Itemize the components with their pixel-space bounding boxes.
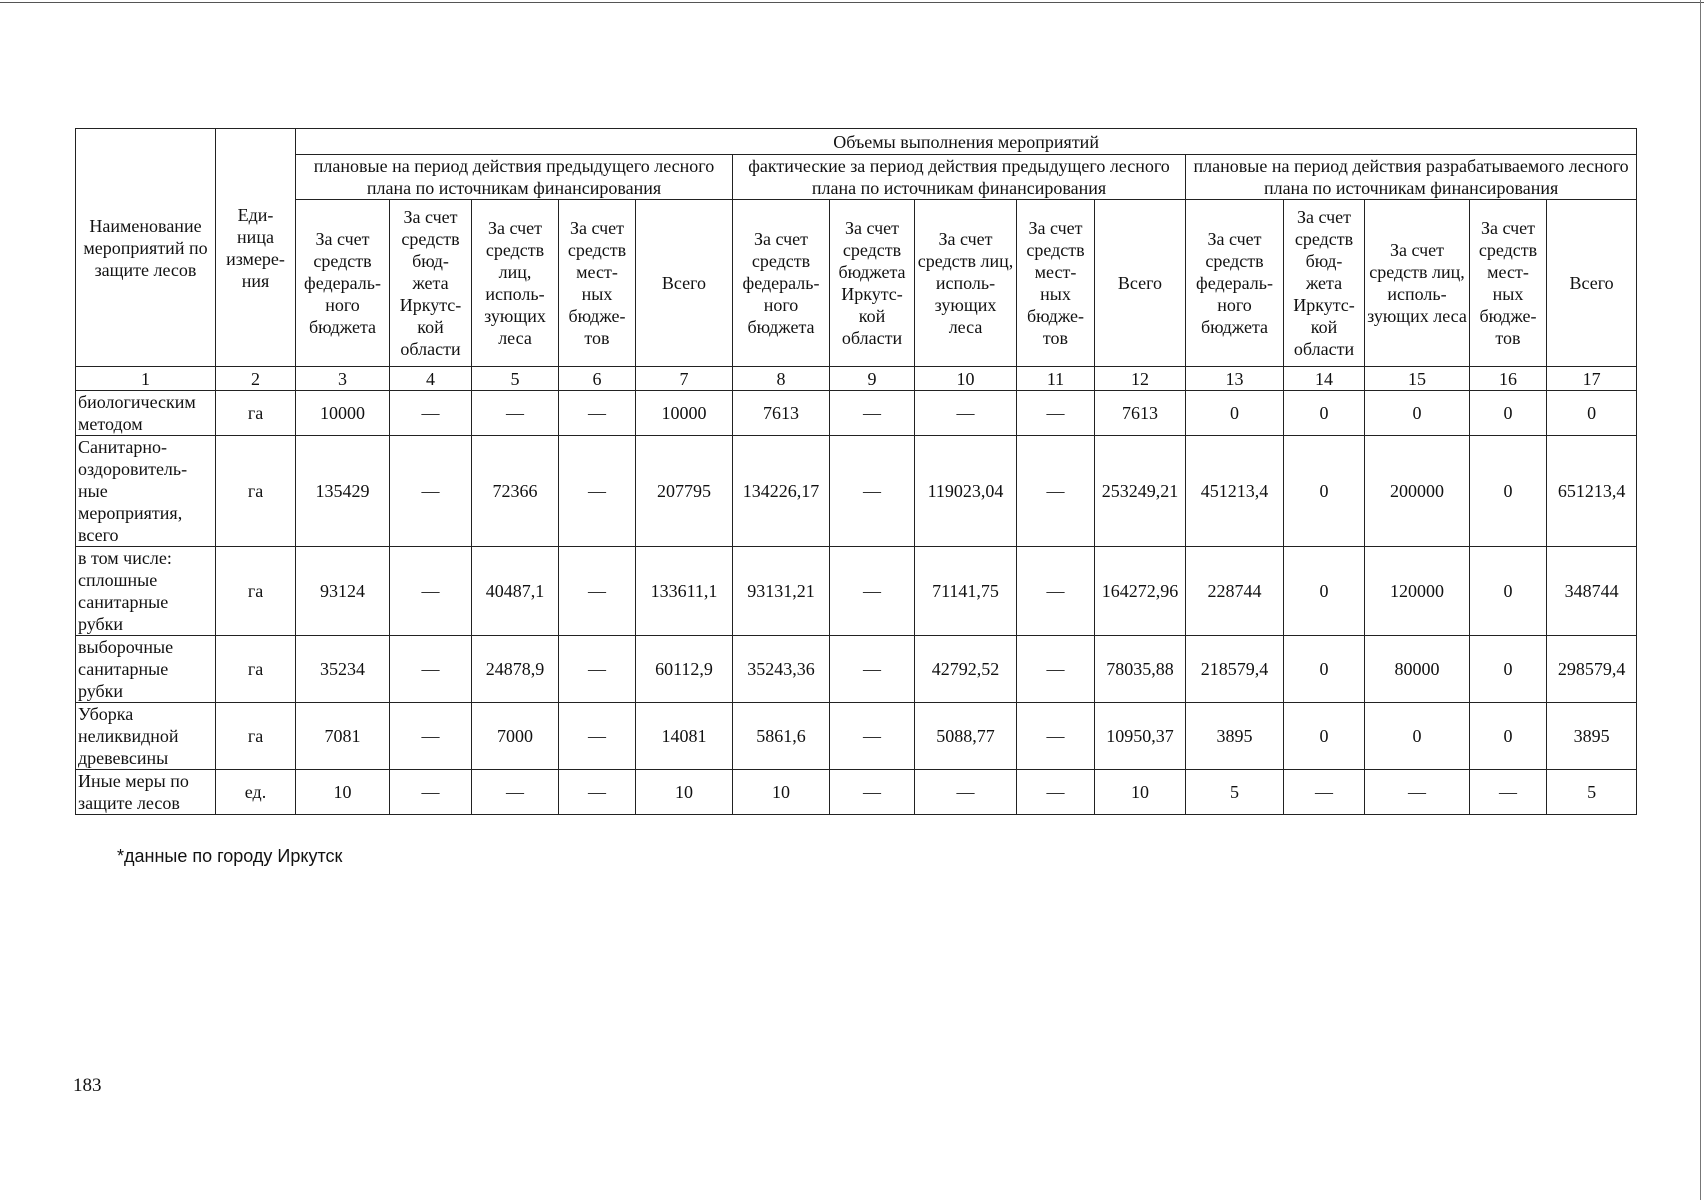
table-cell: — (559, 436, 636, 547)
subheader-prev-fact-4: За счет средств мест- ных бюдже- тов (1017, 200, 1095, 367)
header-group-new-plan: плановые на период действия разрабатываемого лесного плана по источникам финансирования (1186, 155, 1637, 200)
column-number: 11 (1017, 367, 1095, 391)
table-cell: 78035,88 (1095, 636, 1186, 703)
table-cell: 14081 (636, 703, 733, 770)
subheader-new-plan-2: За счет средств бюд- жета Иркутс- кой области (1284, 200, 1365, 367)
column-number: 1 (76, 367, 216, 391)
column-number: 14 (1284, 367, 1365, 391)
table-cell: 10000 (296, 391, 390, 436)
subheader-prev-fact-3: За счет средств лиц, исполь- зующих леса (915, 200, 1017, 367)
table-row (76, 636, 1637, 703)
table-cell: 93124 (296, 547, 390, 636)
table-cell: 119023,04 (915, 436, 1017, 547)
subheader-new-plan-5: Всего (1547, 200, 1637, 367)
table-cell: 7613 (733, 391, 830, 436)
table-cell: 72366 (472, 436, 559, 547)
table-cell: 0 (1284, 436, 1365, 547)
table-cell: — (390, 636, 472, 703)
table-cell: 0 (1284, 703, 1365, 770)
row-name: Санитарно- оздоровитель- ные мероприятия, всего (76, 436, 216, 547)
table-cell: 218579,4 (1186, 636, 1284, 703)
table-cell: 0 (1186, 391, 1284, 436)
table-cell: — (830, 391, 915, 436)
table-cell: — (1017, 636, 1095, 703)
table-cell: 10 (296, 770, 390, 815)
table-cell: — (472, 391, 559, 436)
table-cell: 5 (1547, 770, 1637, 815)
column-number: 4 (390, 367, 472, 391)
row-name: биологическим методом (76, 391, 216, 436)
subheader-prev-plan-2: За счет средств бюд- жета Иркутс- кой области (390, 200, 472, 367)
table-cell: 651213,4 (1547, 436, 1637, 547)
table-cell: — (1017, 703, 1095, 770)
subheader-prev-plan-3: За счет средств лиц, исполь- зующих леса (472, 200, 559, 367)
table-cell: 71141,75 (915, 547, 1017, 636)
table-cell: — (559, 547, 636, 636)
table-cell: 164272,96 (1095, 547, 1186, 636)
subheader-new-plan-1: За счет средств федераль- ного бюджета (1186, 200, 1284, 367)
table-cell: 40487,1 (472, 547, 559, 636)
table-cell: 7613 (1095, 391, 1186, 436)
forest-protection-table (75, 128, 1637, 815)
table-cell: 60112,9 (636, 636, 733, 703)
column-number: 6 (559, 367, 636, 391)
column-number: 3 (296, 367, 390, 391)
column-number: 7 (636, 367, 733, 391)
table-cell: — (390, 547, 472, 636)
table-cell: — (472, 770, 559, 815)
table-cell: — (390, 391, 472, 436)
table-cell: — (830, 770, 915, 815)
table-cell: — (1017, 436, 1095, 547)
header-group-prev-fact: фактические за период действия предыдущего лесного плана по источникам финансирования (733, 155, 1186, 200)
table-cell: — (559, 703, 636, 770)
table-cell: — (915, 770, 1017, 815)
column-number: 15 (1365, 367, 1470, 391)
table-cell: — (390, 770, 472, 815)
column-number: 2 (216, 367, 296, 391)
table-cell: 0 (1365, 703, 1470, 770)
column-number: 17 (1547, 367, 1637, 391)
row-unit: га (216, 636, 296, 703)
table-cell: 133611,1 (636, 547, 733, 636)
subheader-prev-plan-5: Всего (636, 200, 733, 367)
table-cell: — (390, 703, 472, 770)
table-cell: 0 (1470, 436, 1547, 547)
subheader-prev-fact-2: За счет средств бюджета Иркутс- кой области (830, 200, 915, 367)
table-cell: 0 (1284, 547, 1365, 636)
row-name: Уборка неликвидной древевсины (76, 703, 216, 770)
table-cell: 348744 (1547, 547, 1637, 636)
table-cell: 134226,17 (733, 436, 830, 547)
column-number: 9 (830, 367, 915, 391)
row-unit: га (216, 547, 296, 636)
table-cell: 0 (1284, 636, 1365, 703)
table-cell: 298579,4 (1547, 636, 1637, 703)
table-cell: 0 (1470, 547, 1547, 636)
table-cell: — (559, 770, 636, 815)
column-number: 13 (1186, 367, 1284, 391)
table-cell: — (1017, 770, 1095, 815)
table-cell: 10950,37 (1095, 703, 1186, 770)
table-cell: — (1365, 770, 1470, 815)
table-cell: — (1470, 770, 1547, 815)
table-cell: — (1284, 770, 1365, 815)
table-cell: — (830, 436, 915, 547)
subheader-prev-plan-1: За счет средств федераль- ного бюджета (296, 200, 390, 367)
table-cell: 10 (636, 770, 733, 815)
table-cell: 24878,9 (472, 636, 559, 703)
table-cell: 0 (1470, 636, 1547, 703)
row-unit: ед. (216, 770, 296, 815)
column-number: 8 (733, 367, 830, 391)
table-cell: 0 (1365, 391, 1470, 436)
row-name: в том числе: сплошные санитарные рубки (76, 547, 216, 636)
table-cell: 5 (1186, 770, 1284, 815)
table-cell: — (390, 436, 472, 547)
table-cell: 7000 (472, 703, 559, 770)
row-unit: га (216, 703, 296, 770)
row-name: Иные меры по защите лесов (76, 770, 216, 815)
subheader-prev-fact-5: Всего (1095, 200, 1186, 367)
table-cell: 207795 (636, 436, 733, 547)
column-number: 10 (915, 367, 1017, 391)
column-number: 16 (1470, 367, 1547, 391)
table-cell: 120000 (1365, 547, 1470, 636)
column-number: 5 (472, 367, 559, 391)
table-cell: — (830, 703, 915, 770)
top-border-line (0, 2, 1704, 3)
table-cell: — (1017, 391, 1095, 436)
table-cell: 93131,21 (733, 547, 830, 636)
table-cell: — (1017, 547, 1095, 636)
table-cell: 0 (1470, 391, 1547, 436)
table-cell: 35234 (296, 636, 390, 703)
table-cell: — (830, 636, 915, 703)
footnote: *данные по городу Иркутск (117, 846, 343, 866)
column-number: 12 (1095, 367, 1186, 391)
table-cell: 7081 (296, 703, 390, 770)
table-row (76, 547, 1637, 636)
subheader-prev-plan-4: За счет средств мест- ных бюдже- тов (559, 200, 636, 367)
table-row (76, 770, 1637, 815)
row-unit: га (216, 391, 296, 436)
table-cell: 228744 (1186, 547, 1284, 636)
table-cell: 5861,6 (733, 703, 830, 770)
table-row (76, 703, 1637, 770)
table-cell: 42792,52 (915, 636, 1017, 703)
table-cell: 451213,4 (1186, 436, 1284, 547)
table-cell: 80000 (1365, 636, 1470, 703)
table-cell: 10 (1095, 770, 1186, 815)
table-cell: 0 (1547, 391, 1637, 436)
header-name: Наименование мероприятий по защите лесов (76, 129, 216, 367)
table-cell: 253249,21 (1095, 436, 1186, 547)
row-unit: га (216, 436, 296, 547)
subheader-prev-fact-1: За счет средств федераль- ного бюджета (733, 200, 830, 367)
table-cell: — (830, 547, 915, 636)
table-row (76, 391, 1637, 436)
table-cell: 5088,77 (915, 703, 1017, 770)
table-cell: 3895 (1186, 703, 1284, 770)
table-cell: 10000 (636, 391, 733, 436)
right-border-line (1700, 0, 1701, 1200)
table-cell: 3895 (1547, 703, 1637, 770)
header-unit: Еди- ница измере- ния (216, 129, 296, 367)
table-cell: 10 (733, 770, 830, 815)
table-cell: — (559, 391, 636, 436)
table-cell: 0 (1470, 703, 1547, 770)
header-group-prev-plan: плановые на период действия предыдущего лесного плана по источникам финансирования (296, 155, 733, 200)
table-cell: 0 (1284, 391, 1365, 436)
table-cell: 200000 (1365, 436, 1470, 547)
table-cell: 135429 (296, 436, 390, 547)
table-cell: — (559, 636, 636, 703)
table-cell: 35243,36 (733, 636, 830, 703)
page-number: 183 (73, 1075, 102, 1096)
header-volumes: Объемы выполнения мероприятий (296, 129, 1637, 155)
row-name: выборочные санитарные рубки (76, 636, 216, 703)
subheader-new-plan-3: За счет средств лиц, исполь- зующих леса (1365, 200, 1470, 367)
table-row (76, 436, 1637, 547)
table-cell: — (915, 391, 1017, 436)
subheader-new-plan-4: За счет средств мест- ных бюдже- тов (1470, 200, 1547, 367)
